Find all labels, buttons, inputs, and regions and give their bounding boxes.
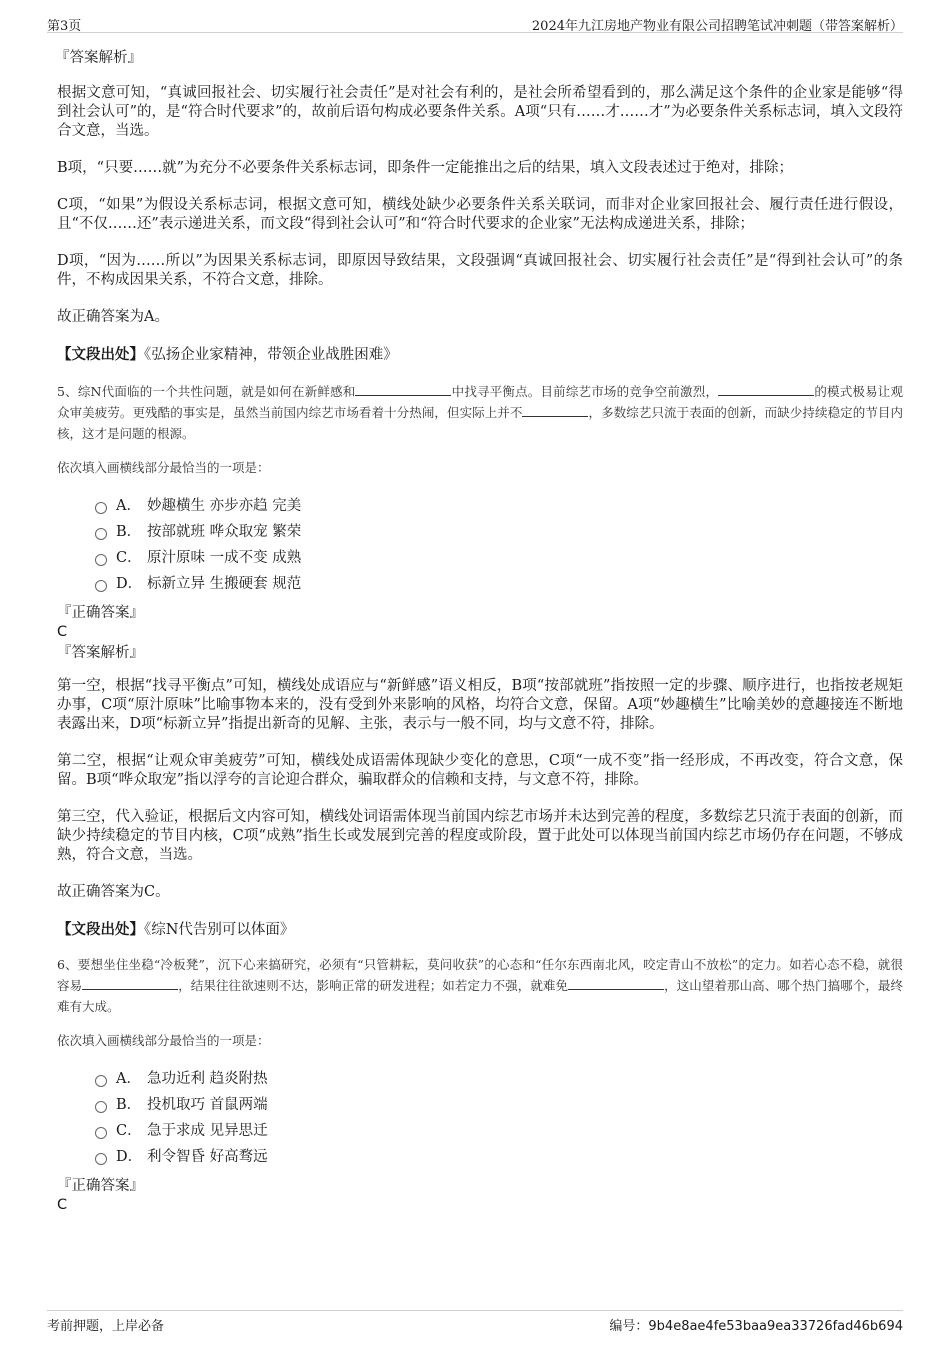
q6-text-1: 6、要想坐住坐稳“冷板凳”，沉下心来搞研究，必须有“只管耕耘，莫问收获”的心态和“任尔东西南北风，咬定青山不放松”的定力。如若心态不稳，就很容易 <box>57 957 903 993</box>
q4-source <box>57 345 903 365</box>
q5-text-2: 中找寻平衡点。目前综艺市场的竞争空前激烈， <box>451 384 719 399</box>
radio-icon[interactable] <box>95 554 107 566</box>
q5-source <box>57 920 903 940</box>
radio-icon[interactable] <box>95 580 107 592</box>
page-number: 第3页 <box>47 19 82 34</box>
q4-analysis-p3: C项，“如果”为假设关系标志词，根据文意可知，横线处缺少必要条件关系关联词，而非对企业家回报社会、履行责任进行假设，且“不仅……还”表示递进关系，而文段“得到社会认可”和“符合时代要求的企业家”无法构成递进关系，排除； <box>57 197 903 232</box>
q4-source-label: 【文段出处】 <box>57 346 144 363</box>
q6-blank-2 <box>568 977 664 990</box>
q5-source-text: 《综N代告别可以体面》 <box>144 922 295 938</box>
q6-prompt: 依次填入画横线部分最恰当的一项是： <box>57 1033 270 1048</box>
page-content <box>57 48 903 1214</box>
q5-correct-answer: C <box>57 624 68 640</box>
q5-blank-2 <box>718 383 814 396</box>
q5-prompt: 依次填入画横线部分最恰当的一项是： <box>57 460 270 475</box>
q5-analysis-label: 『答案解析』 <box>57 645 144 661</box>
q6-options <box>95 1066 903 1170</box>
q5-analysis-p2: 第二空，根据“让观众审美疲劳”可知，横线处成语需体现缺少变化的意思，C项“一成不变”指一经形成，不再改变，符合文意，保留。B项“哗众取宠”指以浮夸的言论迎合群众，骗取群众的信赖和支持，与文意不符，排除。 <box>57 753 903 788</box>
document-title: 2024年九江房地产物业有限公司招聘笔试冲刺题（带答案解析） <box>531 19 903 34</box>
q5-source-label: 【文段出处】 <box>57 921 144 938</box>
q4-analysis-p2: B项，“只要……就”为充分不必要条件关系标志词，即条件一定能推出之后的结果，填入文段表述过于绝对，排除； <box>57 160 793 176</box>
q4-conclusion: 故正确答案为A。 <box>57 309 169 325</box>
q5-blank-1 <box>355 383 451 396</box>
q6-text-2: ，结果往往欲速则不达，影响正常的研发进程；如若定力不强，就难免 <box>178 978 569 993</box>
radio-icon[interactable] <box>95 1075 107 1087</box>
page-footer <box>47 1310 903 1335</box>
q6-correct-answer: C <box>57 1197 68 1213</box>
q6-option-c[interactable]: C． 急于求成 见异思迁 <box>95 1118 903 1144</box>
q5-options <box>95 493 903 597</box>
q5-correct-label: 『正确答案』 <box>57 605 144 621</box>
q5-option-a[interactable]: A． 妙趣横生 亦步亦趋 完美 <box>95 493 903 519</box>
q6-correct-label: 『正确答案』 <box>57 1178 144 1194</box>
q5-option-b[interactable]: B． 按部就班 哗众取宠 繁荣 <box>95 519 903 545</box>
q5-option-c[interactable]: C． 原汁原味 一成不变 成熟 <box>95 545 903 571</box>
q5-option-d[interactable]: D． 标新立异 生搬硬套 规范 <box>95 571 903 597</box>
q6-blank-1 <box>82 977 178 990</box>
q6-option-b[interactable]: B． 投机取巧 首鼠两端 <box>95 1092 903 1118</box>
q5-text-4: ，多数综艺只流于表面的创新，而缺少持续稳定的节目内核，这才是问题的根源。 <box>57 405 903 441</box>
q5-conclusion: 故正确答案为C。 <box>57 884 170 900</box>
q5-analysis-p3: 第三空，代入验证，根据后文内容可知，横线处词语需体现当前国内综艺市场并未达到完善的程度，多数综艺只流于表面的创新，而缺少持续稳定的节目内核，C项“成熟”指生长或发展到完善的程度或阶段，置于此处可以体现当前国内综艺市场仍存在问题，不够成熟，符合文意，当选。 <box>57 809 903 863</box>
q6-option-a[interactable]: A． 急功近利 趋炎附热 <box>95 1066 903 1092</box>
radio-icon[interactable] <box>95 1153 107 1165</box>
q4-analysis-label: 『答案解析』 <box>55 50 142 66</box>
q4-source-text: 《弘扬企业家精神，带领企业战胜困难》 <box>144 347 398 363</box>
radio-icon[interactable] <box>95 528 107 540</box>
radio-icon[interactable] <box>95 502 107 514</box>
footer-slogan: 考前押题，上岸必备 <box>47 1319 165 1334</box>
q5-text-1: 5、综N代面临的一个共性问题，就是如何在新鲜感和 <box>57 384 356 399</box>
q6-option-d[interactable]: D． 利令智昏 好高骛远 <box>95 1144 903 1170</box>
radio-icon[interactable] <box>95 1101 107 1113</box>
q6-question <box>57 954 903 1017</box>
document-code <box>609 1315 903 1334</box>
document-code-label: 编号： <box>609 1319 649 1334</box>
q6-text-3: ，这山望着那山高、哪个热门搞哪个，最终难有大成。 <box>57 978 903 1014</box>
document-code-value: 9b4e8ae4fe53baa9ea33726fad46b694 <box>648 1319 903 1334</box>
q5-analysis-p1: 第一空，根据“找寻平衡点”可知，横线处成语应与“新鲜感”语义相反，B项“按部就班”指按照一定的步骤、顺序进行，也指按老规矩办事，C项“原汁原味”比喻事物本来的，没有受到外来影响的风格，均符合文意，保留。A项“妙趣横生”比喻美妙的意趣接连不断地表露出来，D项“标新立异”指提出新奇的见解、主张，表示与一般不同，均与文意不符，排除。 <box>57 678 903 732</box>
q4-analysis-p1: 根据文意可知，“真诚回报社会、切实履行社会责任”是对社会有利的，是社会所希望看到的，那么满足这个条件的企业家是能够“得到社会认可”的，是“符合时代要求”的，故前后语句构成必要条件关系。A项“只有……才……才”为必要条件关系标志词，填入文段符合文意，当选。 <box>57 85 903 139</box>
q5-text-3: 的模式极易让观众审美疲劳。更残酷的事实是，虽然当前国内综艺市场看着十分热闹，但实际上并不 <box>57 384 903 420</box>
q5-question <box>57 381 903 444</box>
q5-blank-3 <box>522 404 588 417</box>
page-header <box>47 12 903 33</box>
radio-icon[interactable] <box>95 1127 107 1139</box>
q4-analysis-p4: D项，“因为……所以”为因果关系标志词，即原因导致结果，文段强调“真诚回报社会、切实履行社会责任”是“得到社会认可”的条件，不构成因果关系，不符合文意，排除。 <box>57 253 903 288</box>
